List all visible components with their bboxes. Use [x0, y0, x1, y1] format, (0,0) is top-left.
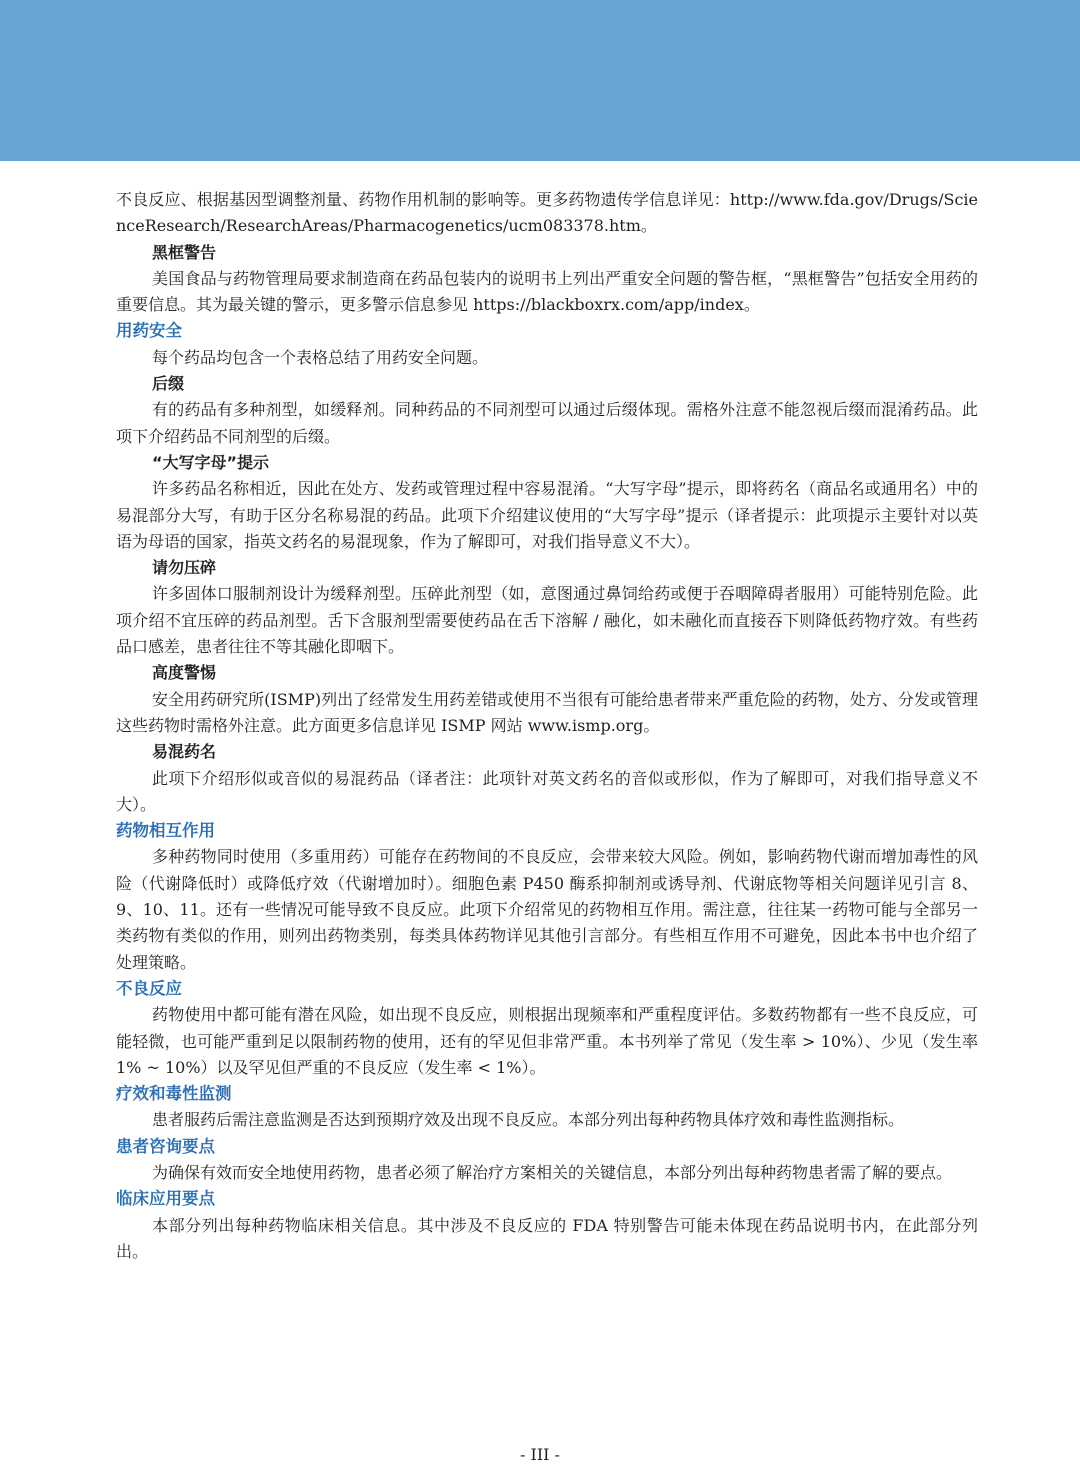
- section-heading-adverse-reactions: 不良反应: [116, 978, 182, 998]
- section-heading-efficacy-toxicity-monitoring: 疗效和毒性监测: [116, 1084, 232, 1104]
- paragraph-suffix: 有的药品有多种剂型，如缓释剂。同种药品的不同剂型可以通过后缀体现。需格外注意不能忽视后缀而混淆药品。此项下介绍药品不同剂型的后缀。: [116, 400, 978, 446]
- subheading-tall-man-letters: “大写字母”提示: [152, 452, 270, 472]
- paragraph-do-not-crush: 许多固体口服制剂设计为缓释剂型。压碎此剂型（如，意图通过鼻饲给药或便于吞咽障碍者服用）可能特别危险。此项介绍不宜压碎的药品剂型。舌下含服剂型需要使药品在舌下溶解 / 融化，如未融化而直接吞下则降低药物疗效。有些药品口感差，患者往往不等其融化即咽下。: [116, 584, 978, 657]
- subheading-high-alert: 高度警惕: [152, 663, 217, 683]
- paragraph-pgx-continued: 不良反应、根据基因型调整剂量、药物作用机制的影响等。更多药物遗传学信息详见：http://www.fda.gov/Drugs/ScienceResearch/ResearchAreas/Pharmacogenetics/ucm083378.htm。: [116, 190, 978, 236]
- paragraph-medication-safety: 每个药品均包含一个表格总结了用药安全问题。: [152, 347, 489, 367]
- paragraph-efficacy-toxicity-monitoring: 患者服药后需注意监测是否达到预期疗效及出现不良反应。本部分列出每种药物具体疗效和毒性监测指标。: [152, 1110, 905, 1130]
- subheading-suffix: 后缀: [152, 374, 185, 394]
- section-heading-drug-interactions: 药物相互作用: [116, 821, 215, 841]
- paragraph-drug-interactions: 多种药物同时使用（多重用药）可能存在药物间的不良反应，会带来较大风险。例如，影响药物代谢而增加毒性的风险（代谢降低时）或降低疗效（代谢增加时）。细胞色素 P450 酶系抑制剂或诱导剂、代谢底物等相关问题详见引言 8、9、10、11。还有一些情况可能导致不良反应。此项下介绍常见的药物相互作用。需注意，往往某一药物可能与全部另一类药物有类似的作用，则列出药物类别，每类具体药物详见其他引言部分。有些相互作用不可避免，因此本书中也介绍了处理策略。: [116, 847, 978, 972]
- paragraph-patient-counseling: 为确保有效而安全地使用药物，患者必须了解治疗方案相关的关键信息，本部分列出每种药物患者需了解的要点。: [152, 1162, 953, 1182]
- section-heading-medication-safety: 用药安全: [116, 321, 182, 341]
- document-body: [116, 187, 978, 1265]
- paragraph-clinical-pearls: 本部分列出每种药物临床相关信息。其中涉及不良反应的 FDA 特别警告可能未体现在药品说明书内，在此部分列出。: [116, 1215, 978, 1261]
- header-band: [0, 0, 1080, 161]
- paragraph-tall-man-letters: 许多药品名称相近，因此在处方、发药或管理过程中容易混淆。“大写字母”提示，即将药名（商品名或通用名）中的易混部分大写，有助于区分名称易混的药品。此项下介绍建议使用的“大写字母”提示（译者提示：此项提示主要针对以英语为母语的国家，指英文药名的易混现象，作为了解即可，对我们指导意义不大）。: [116, 479, 978, 551]
- paragraph-confused-drug-names: 此项下介绍形似或音似的易混药品（译者注：此项针对英文药名的音似或形似，作为了解即可，对我们指导意义不大）。: [116, 768, 978, 814]
- page-number: - III -: [520, 1445, 560, 1464]
- subheading-confused-drug-names: 易混药名: [152, 742, 217, 762]
- paragraph-adverse-reactions: 药物使用中都可能有潜在风险，如出现不良反应，则根据出现频率和严重程度评估。多数药物都有一些不良反应，可能轻微，也可能严重到足以限制药物的使用，还有的罕见但非常严重。本书列举了常见（发生率 > 10%）、少见（发生率 1% ~ 10%）以及罕见但严重的不良反应（发生率 < 1%）。: [116, 1005, 978, 1077]
- paragraph-high-alert: 安全用药研究所(ISMP)列出了经常发生用药差错或使用不当很有可能给患者带来严重危险的药物，处方、分发或管理这些药物时需格外注意。此方面更多信息详见 ISMP 网站 www.ismp.org。: [116, 689, 978, 735]
- subheading-black-box-warning: 黑框警告: [152, 242, 217, 262]
- section-heading-clinical-pearls: 临床应用要点: [116, 1189, 215, 1209]
- subheading-do-not-crush: 请勿压碎: [152, 558, 217, 578]
- section-heading-patient-counseling: 患者咨询要点: [116, 1136, 215, 1156]
- paragraph-black-box-warning: 美国食品与药物管理局要求制造商在药品包装内的说明书上列出严重安全问题的警告框，“黑框警告”包括安全用药的重要信息。其为最关键的警示，更多警示信息参见 https://blackboxrx.com/app/index。: [116, 268, 978, 315]
